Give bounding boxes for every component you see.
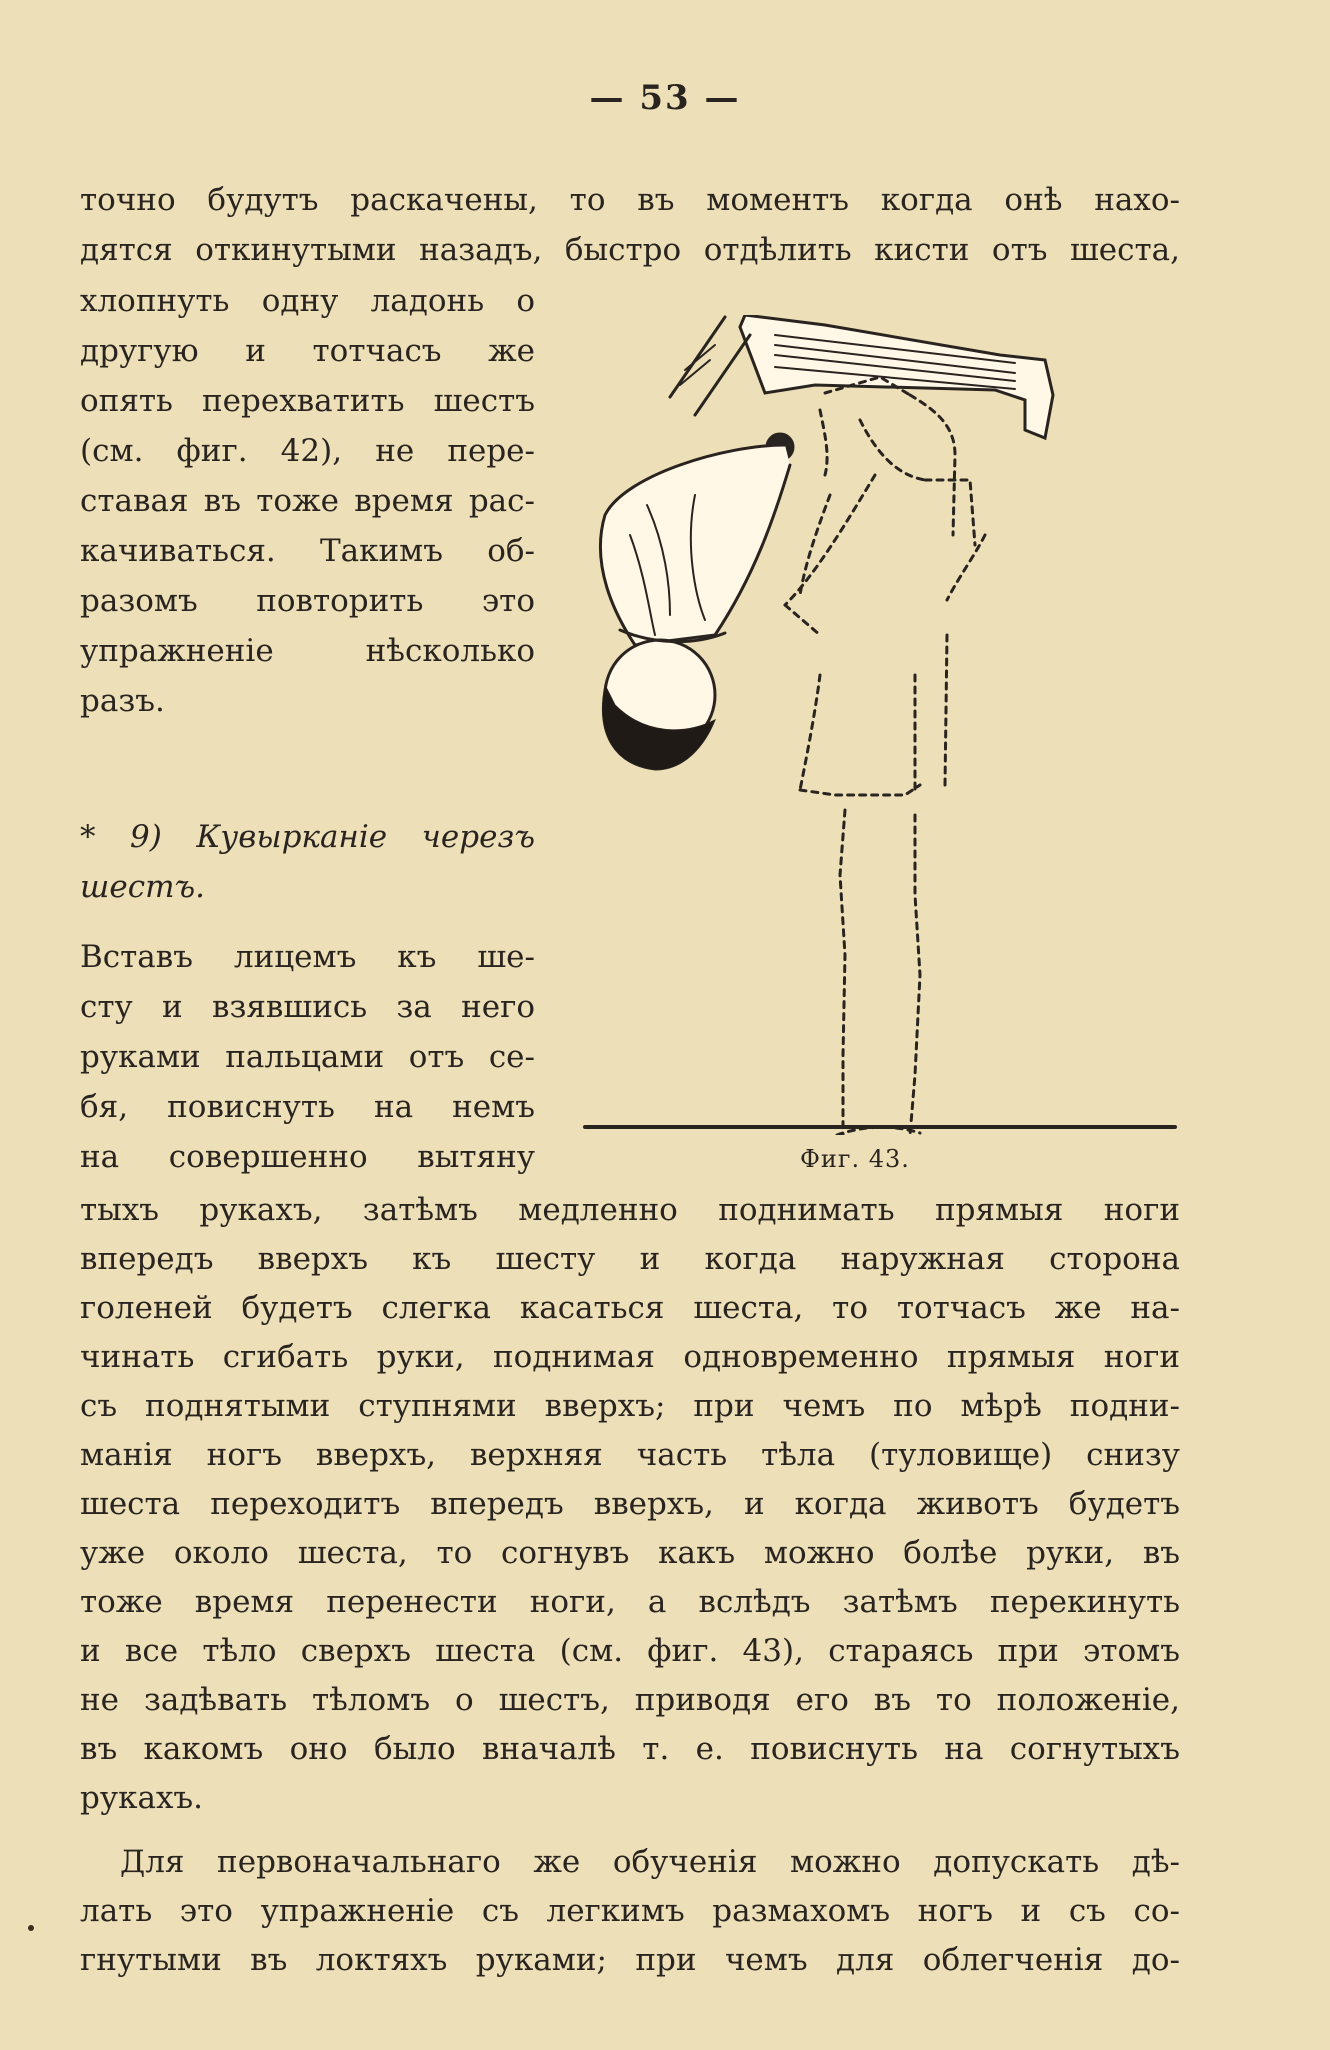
text-line: голеней будетъ слегка касаться шеста, то тотчасъ же на- xyxy=(80,1290,1180,1326)
text-line: дятся откинутыми назадъ, быстро отдѣлить кисти отъ шеста, xyxy=(80,232,1180,268)
text-line: точно будутъ раскачены, то въ моментъ когда онѣ нахо- xyxy=(80,182,1180,218)
text-line: другую и тотчасъ же xyxy=(80,333,535,369)
text-line: съ поднятыми ступнями вверхъ; при чемъ по мѣрѣ подни- xyxy=(80,1388,1180,1424)
text-line: тоже время перенести ноги, а вслѣдъ затѣмъ перекинуть xyxy=(80,1584,1180,1620)
text-line: и все тѣло сверхъ шеста (см. фиг. 43), стараясь при этомъ xyxy=(80,1633,1180,1669)
figure-caption: Фиг. 43. xyxy=(800,1145,910,1173)
text-line: хлопнуть одну ладонь о xyxy=(80,283,535,319)
text-line: на совершенно вытяну xyxy=(80,1139,535,1175)
text-line: Вставъ лицемъ къ ше- xyxy=(80,939,535,975)
text-line: (см. фиг. 42), не пере- xyxy=(80,433,535,469)
text-line: гнутыми въ локтяхъ руками; при чемъ для облегченія до- xyxy=(80,1942,1180,1978)
text-line: рукахъ. xyxy=(80,1780,204,1816)
figure-43-illustration xyxy=(575,315,1185,1135)
text-line: шеста переходитъ впередъ вверхъ, и когда животъ будетъ xyxy=(80,1486,1180,1522)
section-heading: * 9) Кувырканіе черезъ xyxy=(80,819,535,855)
text-line: чинать сгибать руки, поднимая одновременно прямыя ноги xyxy=(80,1339,1180,1375)
text-line: сту и взявшись за него xyxy=(80,989,535,1025)
text-line: руками пальцами отъ се- xyxy=(80,1039,535,1075)
text-line: не задѣвать тѣломъ о шестъ, приводя его въ то положеніе, xyxy=(80,1682,1180,1718)
text-line: въ какомъ оно было вначалѣ т. е. повиснуть на согнутыхъ xyxy=(80,1731,1180,1767)
text-line: впередъ вверхъ къ шесту и когда наружная сторона xyxy=(80,1241,1180,1277)
text-line: качиваться. Такимъ об- xyxy=(80,533,535,569)
text-line: разъ. xyxy=(80,683,165,719)
text-line: ставая въ тоже время рас- xyxy=(80,483,535,519)
text-line: Для первоначальнаго же обученія можно допускать дѣ- xyxy=(120,1844,1180,1880)
text-line: упражненіе нѣсколько xyxy=(80,633,535,669)
text-line: лать это упражненіе съ легкимъ размахомъ ногъ и съ со- xyxy=(80,1893,1180,1929)
text-line: бя, повиснуть на немъ xyxy=(80,1089,535,1125)
text-line: манія ногъ вверхъ, верхняя часть тѣла (туловище) снизу xyxy=(80,1437,1180,1473)
text-line: разомъ повторить это xyxy=(80,583,535,619)
paper-speck xyxy=(28,1925,34,1931)
text-line: уже около шеста, то согнувъ какъ можно болѣе руки, въ xyxy=(80,1535,1180,1571)
section-heading: шестъ. xyxy=(80,869,205,905)
page-number: — 53 — xyxy=(589,78,741,118)
text-line: опять перехватить шестъ xyxy=(80,383,535,419)
text-line: тыхъ рукахъ, затѣмъ медленно поднимать прямыя ноги xyxy=(80,1192,1180,1228)
